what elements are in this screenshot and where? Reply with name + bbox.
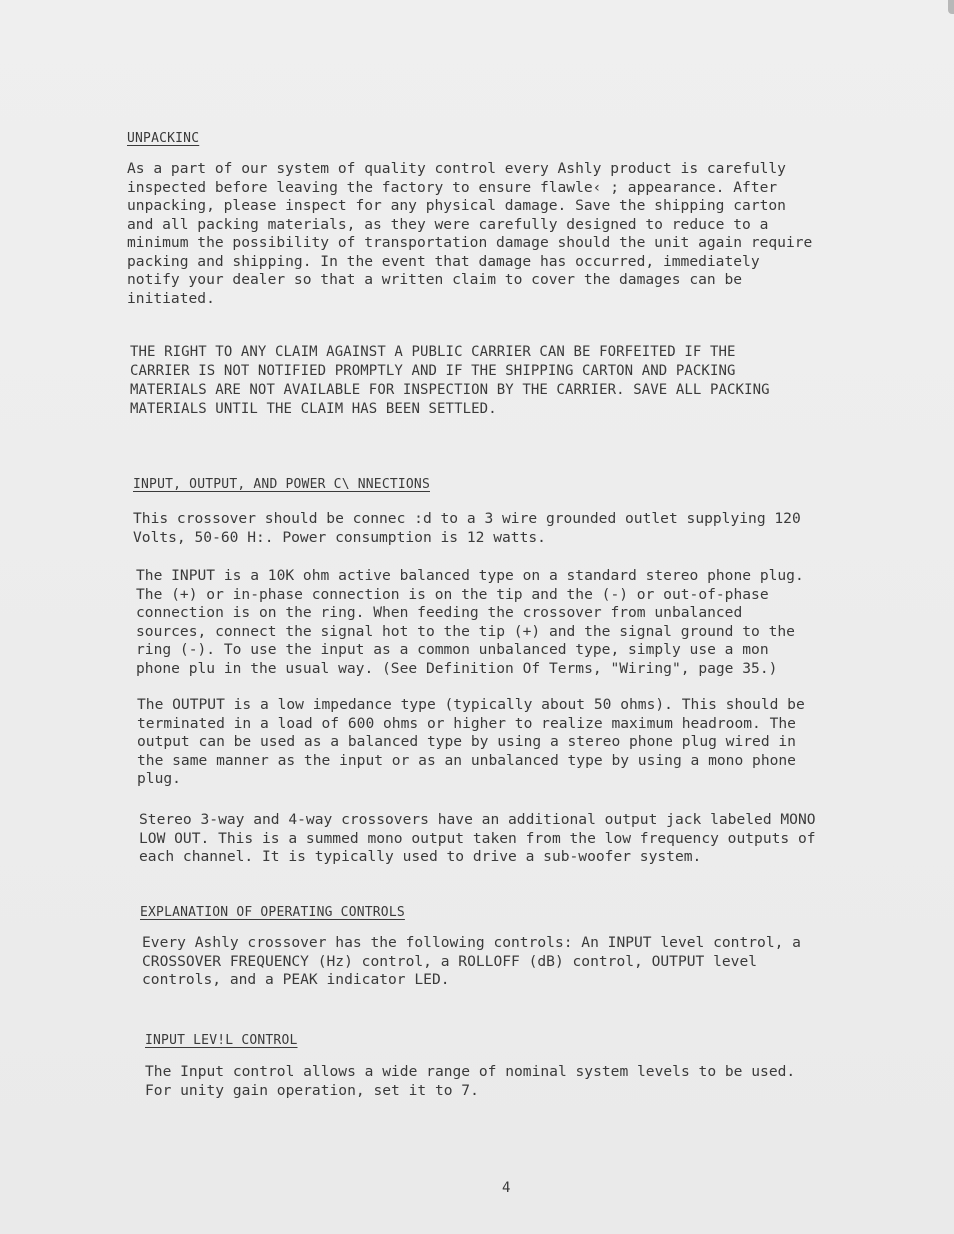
power-paragraph	[133, 510, 801, 547]
text-line: controls, and a PEAK indicator LED.	[142, 971, 450, 988]
text-line: initiated.	[127, 289, 215, 307]
input-paragraph	[136, 567, 804, 678]
page-number: 4	[502, 1180, 511, 1196]
unpacking-paragraph	[127, 160, 812, 308]
text-line: Every Ashly crossover has the following controls: An INPUT level control, a	[142, 934, 801, 951]
text-line: connection is on the ring. When feeding the crossover from unbalanced	[136, 604, 743, 621]
page-edge-mark	[948, 0, 954, 14]
text-line: This crossover should be connec :d to a 3 wire grounded outlet supplying 120	[133, 510, 801, 527]
text-line: The OUTPUT is a low impedance type (typically about 50 ohms). This should be	[137, 696, 805, 713]
text-line: LOW OUT. This is a summed mono output taken from the low frequency outputs of	[139, 829, 816, 847]
text-line: phone plu in the usual way. (See Definition Of Terms, "Wiring", page 35.)	[136, 659, 778, 677]
text-line: inspected before leaving the factory to ensure flawle‹ ; appearance. After	[127, 178, 778, 196]
text-line: terminated in a load of 600 ohms or higher to realize maximum headroom. The	[137, 714, 796, 732]
text-line: minimum the possibility of transportation damage should the unit again require	[127, 234, 813, 251]
text-line: MATERIALS UNTIL THE CLAIM HAS BEEN SETTLED.	[130, 401, 497, 417]
text-line: the same manner as the input or as an unbalanced type by using a mono phone	[137, 751, 796, 769]
text-line: each channel. It is typically used to drive a sub-woofer system.	[139, 848, 702, 865]
text-line: Volts, 50-60 H:. Power consumption is 12 watts.	[133, 528, 546, 546]
text-line: sources, connect the signal hot to the tip (+) and the signal ground to the	[136, 622, 795, 640]
connections-heading: INPUT, OUTPUT, AND POWER C\ NNECTIONS	[133, 477, 430, 492]
carrier-claim-warning	[130, 343, 770, 419]
text-line: The (+) or in-phase connection is on the tip and the (-) or out-of-phase	[136, 585, 769, 603]
unpacking-heading: UNPACKINC	[127, 131, 200, 146]
text-line: THE RIGHT TO ANY CLAIM AGAINST A PUBLIC CARRIER CAN BE FORFEITED IF THE	[130, 344, 736, 360]
text-line: The Input control allows a wide range of nominal system levels to be used.	[145, 1063, 796, 1080]
text-line: output can be used as a balanced type by using a stereo phone plug wired in	[137, 733, 796, 750]
text-line: MATERIALS ARE NOT AVAILABLE FOR INSPECTION BY THE CARRIER. SAVE ALL PACKING	[130, 382, 770, 398]
mono-low-out-paragraph	[139, 811, 816, 867]
text-line: and all packing materials, as they were carefully designed to reduce to a	[127, 215, 769, 233]
text-line: Stereo 3-way and 4-way crossovers have an additional output jack labeled MONO	[139, 811, 816, 828]
explanation-heading: EXPLANATION OF OPERATING CONTROLS	[140, 905, 405, 920]
text-line: plug.	[137, 770, 181, 787]
output-paragraph	[137, 696, 805, 789]
text-line: notify your dealer so that a written claim to cover the damages can be	[127, 271, 743, 288]
input-level-heading: INPUT LEV!L CONTROL	[145, 1033, 298, 1048]
controls-paragraph	[142, 934, 801, 990]
text-line: As a part of our system of quality control every Ashly product is carefully	[127, 160, 786, 177]
input-level-paragraph	[145, 1063, 795, 1100]
text-line: unpacking, please inspect for any physical damage. Save the shipping carton	[127, 197, 786, 214]
text-line: CROSSOVER FREQUENCY (Hz) control, a ROLLOFF (dB) control, OUTPUT level	[142, 952, 758, 970]
text-line: The INPUT is a 10K ohm active balanced type on a standard stereo phone plug.	[136, 567, 804, 584]
text-line: CARRIER IS NOT NOTIFIED PROMPTLY AND IF THE SHIPPING CARTON AND PACKING	[130, 363, 736, 379]
text-line: packing and shipping. In the event that damage has occurred, immediately	[127, 252, 760, 270]
text-line: ring (-). To use the input as a common unbalanced type, simply use a mon	[136, 641, 769, 658]
text-line: For unity gain operation, set it to 7.	[145, 1081, 479, 1099]
